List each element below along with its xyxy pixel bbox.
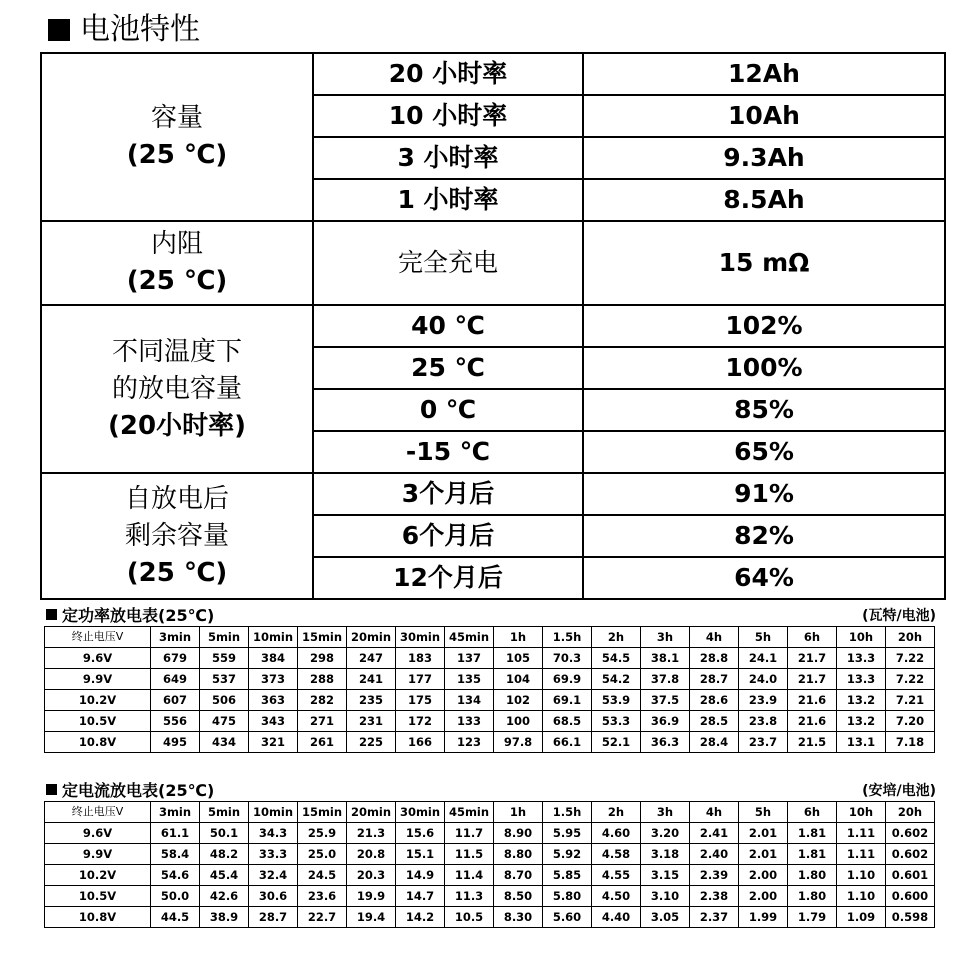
header-cell: 1.5h — [543, 627, 592, 648]
current-table-unit: (安培/电池) — [862, 783, 936, 799]
value-cell: 3.05 — [641, 907, 690, 928]
table-row — [45, 669, 935, 690]
value-cell: 21.6 — [788, 711, 837, 732]
value-cell: 261 — [298, 732, 347, 753]
capacity-value: 8.5Ah — [583, 179, 945, 221]
value-cell: 4.58 — [592, 844, 641, 865]
value-cell: 679 — [151, 648, 200, 669]
value-cell: 1.80 — [788, 865, 837, 886]
value-cell: 231 — [347, 711, 396, 732]
value-cell: 0.602 — [886, 844, 935, 865]
cutoff-voltage-cell: 10.2V — [45, 865, 151, 886]
value-cell: 2.38 — [690, 886, 739, 907]
value-cell: 28.5 — [690, 711, 739, 732]
value-cell: 8.30 — [494, 907, 543, 928]
table-row — [41, 221, 945, 305]
capacity-label-cell — [41, 53, 313, 221]
value-cell: 2.39 — [690, 865, 739, 886]
header-cell: 3min — [151, 627, 200, 648]
value-cell: 28.7 — [690, 669, 739, 690]
value-cell: 102 — [494, 690, 543, 711]
value-cell: 11.5 — [445, 844, 494, 865]
value-cell: 21.7 — [788, 648, 837, 669]
square-bullet-icon — [46, 609, 57, 620]
table-row — [41, 473, 945, 515]
self-discharge-label-cell — [41, 473, 313, 599]
value-cell: 61.1 — [151, 823, 200, 844]
current-table-title — [46, 778, 214, 801]
value-cell: 4.40 — [592, 907, 641, 928]
value-cell: 19.4 — [347, 907, 396, 928]
value-cell: 14.9 — [396, 865, 445, 886]
value-cell: 21.5 — [788, 732, 837, 753]
header-cell: 3min — [151, 802, 200, 823]
header-cell: 3h — [641, 802, 690, 823]
value-cell: 28.4 — [690, 732, 739, 753]
value-cell: 23.9 — [739, 690, 788, 711]
resistance-label: 内阻 — [150, 229, 203, 259]
value-cell: 177 — [396, 669, 445, 690]
value-cell: 5.92 — [543, 844, 592, 865]
value-cell: 11.3 — [445, 886, 494, 907]
value-cell: 24.5 — [298, 865, 347, 886]
value-cell: 28.8 — [690, 648, 739, 669]
value-cell: 68.5 — [543, 711, 592, 732]
value-cell: 54.6 — [151, 865, 200, 886]
value-cell: 15.6 — [396, 823, 445, 844]
self-discharge-value: 91% — [583, 473, 945, 515]
value-cell: 434 — [200, 732, 249, 753]
value-cell: 42.6 — [200, 886, 249, 907]
resistance-condition-temp: (25 ℃) — [126, 266, 228, 296]
value-cell: 23.8 — [739, 711, 788, 732]
value-cell: 1.10 — [837, 886, 886, 907]
header-cell: 5h — [739, 802, 788, 823]
capacity-rate: 1 小时率 — [313, 179, 583, 221]
value-cell: 556 — [151, 711, 200, 732]
header-cell: 20h — [886, 802, 935, 823]
self-discharge-period — [313, 473, 583, 515]
value-cell: 5.95 — [543, 823, 592, 844]
page-title-text: 电池特性 — [80, 12, 200, 47]
value-cell: 373 — [249, 669, 298, 690]
value-cell: 0.600 — [886, 886, 935, 907]
value-cell: 13.1 — [837, 732, 886, 753]
value-cell: 37.5 — [641, 690, 690, 711]
header-row — [45, 802, 935, 823]
header-cell: 1h — [494, 627, 543, 648]
value-cell: 363 — [249, 690, 298, 711]
header-cell: 30min — [396, 627, 445, 648]
self-discharge-value: 64% — [583, 557, 945, 599]
cutoff-voltage-cell: 10.8V — [45, 732, 151, 753]
page-title — [48, 10, 200, 50]
value-cell: 282 — [298, 690, 347, 711]
value-cell: 1.81 — [788, 823, 837, 844]
header-cell: 20min — [347, 802, 396, 823]
value-cell: 133 — [445, 711, 494, 732]
value-cell: 172 — [396, 711, 445, 732]
value-cell: 506 — [200, 690, 249, 711]
value-cell: 1.11 — [837, 823, 886, 844]
header-cell: 5h — [739, 627, 788, 648]
header-cell: 20h — [886, 627, 935, 648]
value-cell: 0.601 — [886, 865, 935, 886]
header-cell: 15min — [298, 802, 347, 823]
value-cell: 1.81 — [788, 844, 837, 865]
value-cell: 225 — [347, 732, 396, 753]
self-discharge-period-text: 12个月后 — [393, 563, 503, 592]
value-cell: 343 — [249, 711, 298, 732]
value-cell: 58.4 — [151, 844, 200, 865]
value-cell: 2.00 — [739, 865, 788, 886]
header-cell: 45min — [445, 802, 494, 823]
header-cell-voltage: 终止电压V — [45, 802, 151, 823]
cutoff-voltage-cell: 10.5V — [45, 886, 151, 907]
cutoff-voltage-cell: 9.6V — [45, 648, 151, 669]
temperature: -15 ℃ — [313, 431, 583, 473]
value-cell: 8.90 — [494, 823, 543, 844]
self-discharge-period — [313, 557, 583, 599]
value-cell: 15.1 — [396, 844, 445, 865]
value-cell: 475 — [200, 711, 249, 732]
value-cell: 13.3 — [837, 648, 886, 669]
value-cell: 20.8 — [347, 844, 396, 865]
capacity-condition: (25 ℃) — [126, 140, 228, 170]
value-cell: 3.15 — [641, 865, 690, 886]
header-cell: 3h — [641, 627, 690, 648]
value-cell: 0.602 — [886, 823, 935, 844]
value-cell: 14.7 — [396, 886, 445, 907]
resistance-condition: 完全充电 — [313, 221, 583, 305]
header-cell: 10h — [837, 627, 886, 648]
value-cell: 3.10 — [641, 886, 690, 907]
constant-current-table — [44, 801, 935, 928]
table-row — [41, 305, 945, 347]
value-cell: 32.4 — [249, 865, 298, 886]
header-cell: 10min — [249, 627, 298, 648]
header-cell: 20min — [347, 627, 396, 648]
value-cell: 13.2 — [837, 690, 886, 711]
resistance-label-cell — [41, 221, 313, 305]
value-cell: 559 — [200, 648, 249, 669]
power-table-unit: (瓦特/电池) — [862, 608, 936, 624]
value-cell: 66.1 — [543, 732, 592, 753]
cutoff-voltage-cell: 10.5V — [45, 711, 151, 732]
value-cell: 2.01 — [739, 823, 788, 844]
header-cell: 4h — [690, 802, 739, 823]
battery-spec-table — [40, 52, 946, 600]
capacity-label: 容量 — [150, 103, 203, 133]
value-cell: 3.20 — [641, 823, 690, 844]
value-cell: 537 — [200, 669, 249, 690]
square-bullet-icon — [46, 784, 57, 795]
value-cell: 14.2 — [396, 907, 445, 928]
value-cell: 183 — [396, 648, 445, 669]
value-cell: 69.9 — [543, 669, 592, 690]
value-cell: 247 — [347, 648, 396, 669]
table-row — [45, 886, 935, 907]
value-cell: 50.0 — [151, 886, 200, 907]
value-cell: 50.1 — [200, 823, 249, 844]
value-cell: 24.1 — [739, 648, 788, 669]
value-cell: 36.3 — [641, 732, 690, 753]
constant-power-table — [44, 626, 935, 753]
value-cell: 4.50 — [592, 886, 641, 907]
header-cell: 15min — [298, 627, 347, 648]
value-cell: 2.01 — [739, 844, 788, 865]
header-cell: 6h — [788, 802, 837, 823]
value-cell: 24.0 — [739, 669, 788, 690]
value-cell: 607 — [151, 690, 200, 711]
value-cell: 54.2 — [592, 669, 641, 690]
value-cell: 8.70 — [494, 865, 543, 886]
header-cell: 5min — [200, 627, 249, 648]
value-cell: 33.3 — [249, 844, 298, 865]
cutoff-voltage-cell: 9.9V — [45, 844, 151, 865]
table-row — [45, 865, 935, 886]
value-cell: 28.7 — [249, 907, 298, 928]
value-cell: 7.18 — [886, 732, 935, 753]
value-cell: 21.6 — [788, 690, 837, 711]
value-cell: 28.6 — [690, 690, 739, 711]
capacity-value: 10Ah — [583, 95, 945, 137]
value-cell: 105 — [494, 648, 543, 669]
value-cell: 271 — [298, 711, 347, 732]
capacity-value: 9.3Ah — [583, 137, 945, 179]
capacity-value: 12Ah — [583, 53, 945, 95]
value-cell: 13.3 — [837, 669, 886, 690]
header-cell: 10min — [249, 802, 298, 823]
value-cell: 23.7 — [739, 732, 788, 753]
value-cell: 1.09 — [837, 907, 886, 928]
temperature-value: 65% — [583, 431, 945, 473]
value-cell: 8.80 — [494, 844, 543, 865]
value-cell: 13.2 — [837, 711, 886, 732]
header-cell: 2h — [592, 627, 641, 648]
table-row — [45, 907, 935, 928]
value-cell: 495 — [151, 732, 200, 753]
value-cell: 0.598 — [886, 907, 935, 928]
self-discharge-label-3: (25 ℃) — [126, 557, 228, 588]
value-cell: 5.80 — [543, 886, 592, 907]
value-cell: 7.22 — [886, 648, 935, 669]
value-cell: 235 — [347, 690, 396, 711]
value-cell: 20.3 — [347, 865, 396, 886]
header-row — [45, 627, 935, 648]
temperature-value: 85% — [583, 389, 945, 431]
table-row — [45, 648, 935, 669]
value-cell: 298 — [298, 648, 347, 669]
capacity-rate: 3 小时率 — [313, 137, 583, 179]
value-cell: 11.4 — [445, 865, 494, 886]
value-cell: 3.18 — [641, 844, 690, 865]
self-discharge-period-text: 6个月后 — [401, 521, 495, 550]
self-discharge-period-text: 3个月后 — [401, 479, 495, 508]
value-cell: 2.00 — [739, 886, 788, 907]
capacity-rate: 10 小时率 — [313, 95, 583, 137]
value-cell: 100 — [494, 711, 543, 732]
header-cell: 45min — [445, 627, 494, 648]
temperature-label-2: 的放电容量 — [111, 373, 242, 404]
value-cell: 38.9 — [200, 907, 249, 928]
value-cell: 21.3 — [347, 823, 396, 844]
table-row — [45, 711, 935, 732]
value-cell: 30.6 — [249, 886, 298, 907]
value-cell: 38.1 — [641, 648, 690, 669]
value-cell: 11.7 — [445, 823, 494, 844]
power-table-title — [46, 603, 214, 626]
value-cell: 135 — [445, 669, 494, 690]
header-cell: 5min — [200, 802, 249, 823]
header-cell: 2h — [592, 802, 641, 823]
cutoff-voltage-cell: 10.8V — [45, 907, 151, 928]
temperature: 40 ℃ — [313, 305, 583, 347]
value-cell: 54.5 — [592, 648, 641, 669]
value-cell: 137 — [445, 648, 494, 669]
value-cell: 2.40 — [690, 844, 739, 865]
value-cell: 69.1 — [543, 690, 592, 711]
value-cell: 52.1 — [592, 732, 641, 753]
value-cell: 1.80 — [788, 886, 837, 907]
value-cell: 10.5 — [445, 907, 494, 928]
value-cell: 134 — [445, 690, 494, 711]
header-cell: 1h — [494, 802, 543, 823]
value-cell: 1.11 — [837, 844, 886, 865]
value-cell: 104 — [494, 669, 543, 690]
value-cell: 649 — [151, 669, 200, 690]
value-cell: 166 — [396, 732, 445, 753]
value-cell: 123 — [445, 732, 494, 753]
table-row — [41, 53, 945, 95]
value-cell: 19.9 — [347, 886, 396, 907]
value-cell: 45.4 — [200, 865, 249, 886]
temperature: 25 ℃ — [313, 347, 583, 389]
value-cell: 241 — [347, 669, 396, 690]
power-table-title-text: 定功率放电表(25℃) — [62, 606, 215, 625]
self-discharge-period — [313, 515, 583, 557]
value-cell: 48.2 — [200, 844, 249, 865]
header-cell: 1.5h — [543, 802, 592, 823]
self-discharge-label-1: 自放电后 — [124, 483, 229, 514]
table-row — [45, 732, 935, 753]
value-cell: 7.21 — [886, 690, 935, 711]
value-cell: 1.10 — [837, 865, 886, 886]
table-row — [45, 690, 935, 711]
table-row — [45, 844, 935, 865]
value-cell: 36.9 — [641, 711, 690, 732]
current-table-title-text: 定电流放电表(25℃) — [62, 781, 215, 800]
temperature-value: 100% — [583, 347, 945, 389]
temperature-label-3: (20小时率) — [108, 410, 246, 441]
header-cell: 30min — [396, 802, 445, 823]
value-cell: 34.3 — [249, 823, 298, 844]
square-bullet-icon — [48, 19, 70, 41]
header-cell: 6h — [788, 627, 837, 648]
value-cell: 97.8 — [494, 732, 543, 753]
value-cell: 1.79 — [788, 907, 837, 928]
header-cell: 4h — [690, 627, 739, 648]
value-cell: 321 — [249, 732, 298, 753]
capacity-rate: 20 小时率 — [313, 53, 583, 95]
cutoff-voltage-cell: 9.9V — [45, 669, 151, 690]
cutoff-voltage-cell: 9.6V — [45, 823, 151, 844]
value-cell: 5.60 — [543, 907, 592, 928]
value-cell: 7.20 — [886, 711, 935, 732]
value-cell: 4.60 — [592, 823, 641, 844]
value-cell: 37.8 — [641, 669, 690, 690]
cutoff-voltage-cell: 10.2V — [45, 690, 151, 711]
self-discharge-label-2: 剩余容量 — [124, 520, 229, 551]
value-cell: 23.6 — [298, 886, 347, 907]
header-cell-voltage: 终止电压V — [45, 627, 151, 648]
value-cell: 53.3 — [592, 711, 641, 732]
value-cell: 53.9 — [592, 690, 641, 711]
value-cell: 384 — [249, 648, 298, 669]
resistance-value: 15 mΩ — [583, 221, 945, 305]
value-cell: 22.7 — [298, 907, 347, 928]
value-cell: 25.0 — [298, 844, 347, 865]
value-cell: 7.22 — [886, 669, 935, 690]
value-cell: 1.99 — [739, 907, 788, 928]
value-cell: 5.85 — [543, 865, 592, 886]
value-cell: 2.41 — [690, 823, 739, 844]
self-discharge-value: 82% — [583, 515, 945, 557]
value-cell: 70.3 — [543, 648, 592, 669]
value-cell: 21.7 — [788, 669, 837, 690]
value-cell: 44.5 — [151, 907, 200, 928]
temperature-label-cell — [41, 305, 313, 473]
value-cell: 288 — [298, 669, 347, 690]
table-row — [45, 823, 935, 844]
value-cell: 25.9 — [298, 823, 347, 844]
value-cell: 175 — [396, 690, 445, 711]
temperature-label-1: 不同温度下 — [111, 336, 242, 367]
header-cell: 10h — [837, 802, 886, 823]
temperature: 0 ℃ — [313, 389, 583, 431]
value-cell: 4.55 — [592, 865, 641, 886]
value-cell: 8.50 — [494, 886, 543, 907]
temperature-value: 102% — [583, 305, 945, 347]
value-cell: 2.37 — [690, 907, 739, 928]
